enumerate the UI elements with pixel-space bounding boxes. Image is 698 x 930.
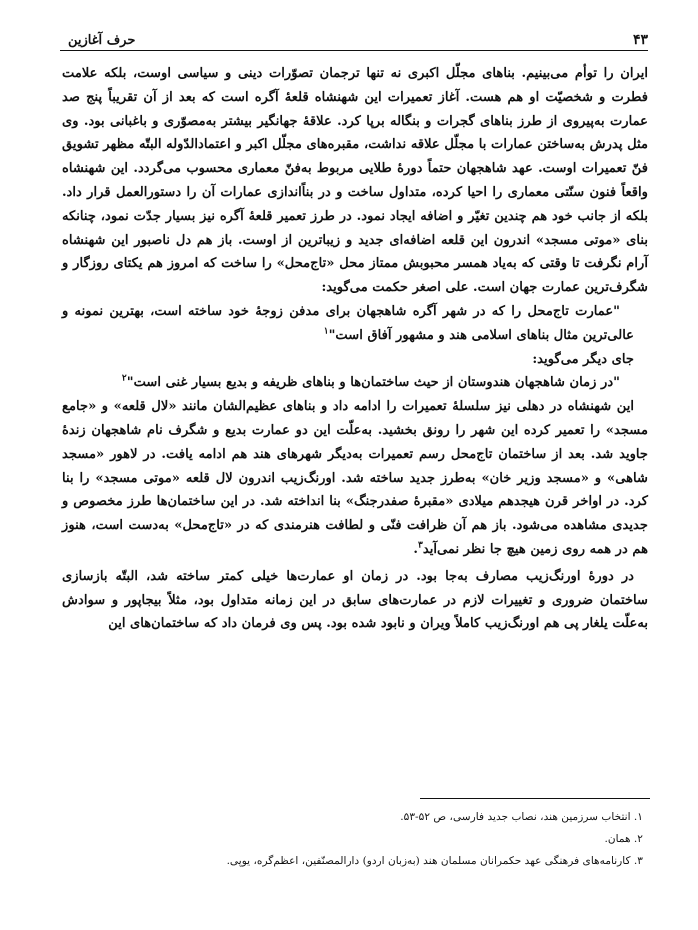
paragraph-text: این شهنشاه در دهلی نیز سلسلهٔ تعمیرات را ادامه داد و بناهای عظیم‌الشان مانند «لال قلعه» و «جامع مسجد» را تعمیر کرده این شهر را رونق بخشید. به‌علّت این دو عمارت بدیع و شگرف نام شاهجهان زندهٔ جاوید شد. بعد از ساختمان تاج‌محل رسم تعمیرات به‌دیگر شهرهای هند هم ادامه یافت. در لاهور «مسجد شاهی» و «مسجد وزیر خان» به‌طرز جدید ساخته شد. اورنگ‌زیب اندرون لال قلعه «موتی مسجد» را بنا کرد. در اواخر قرن هیجدهم میلادی «مقبرهٔ صفدرجنگ» بنا انداخته شد. در این ساختمان‌ها طرز مخصوص و جدیدی مشاهده می‌شود. باز هم آن ظرافت فنّی و لطافت هنرمندی که در «تاج‌محل» به‌دست است، هنوز هم در همه روی زمین هیچ جا نظر نمی‌آید bbox=[62, 399, 648, 557]
block-quote bbox=[62, 371, 648, 395]
footnote-rule bbox=[420, 798, 650, 799]
footnote: ۳. کارنامه‌های فرهنگی عهد حکمرانان مسلمان هند (به‌زبان اردو) دارالمصنّفین، اعظم‌گره، یوپی. bbox=[226, 855, 643, 867]
paragraph bbox=[62, 348, 648, 372]
paragraph bbox=[62, 565, 648, 636]
footnote: ۲. همان. bbox=[604, 833, 643, 845]
quote-text: "عمارت تاج‌محل را که در شهر آگره شاهجهان برای مدفن زوجهٔ خود ساخته است، بهترین نمونه و عالی‌ترین مثال بناهای اسلامی هند و مشهور آفاق است" bbox=[62, 303, 634, 343]
running-header bbox=[68, 22, 648, 48]
main-text bbox=[62, 62, 648, 636]
footnote-ref: ۳ bbox=[417, 540, 423, 551]
paragraph bbox=[62, 62, 648, 300]
paragraph: این شهنشاه در دهلی نیز سلسلهٔ تعمیرات را ادامه داد و بناهای عظیم‌الشان مانند «لال قلعه» و «جامع مسجد» را تعمیر کرده این شهر را رونق بخشید. به‌علّت این دو عمارت بدیع و شگرف نام شاهجهان زندهٔ جاوید شد. بعد از ساختمان تاج‌محل رسم تعمیرات به‌دیگر شهرهای هند هم ادامه یافت. در لاهور «مسجد شاهی» و «مسجد وزیر خان» به‌طرز جدید ساخته شد. اورنگ‌زیب اندرون لال قلعه «موتی مسجد» را بنا کرد. در اواخر قرن هیجدهم میلادی «مقبرهٔ صفدرجنگ» بنا انداخته شد. در این ساختمان‌ها طرز مخصوص و جدیدی مشاهده می‌شود. باز هم آن ظرافت فنّی و لطافت هنرمندی که در «تاج‌محل» به‌دست است، هنوز هم در همه روی زمین هیچ جا نظر نمی‌آید$^۳$. bbox=[62, 399, 648, 557]
block-quote bbox=[62, 300, 648, 348]
header-rule bbox=[60, 50, 648, 51]
footnote-ref: ۱ bbox=[323, 326, 329, 337]
footnote: ۱. انتخاب سرزمین هند، نصاب جدید فارسی، ص ۵۲-۵۳. bbox=[400, 811, 643, 823]
paragraph-text: ایران را توأم می‌بینیم. بناهای مجلّل اکبری نه تنها ترجمان تصوّرات دینی و سیاسی اوست، بلکه علامت فطرت و شخصیّت او هم هست. آغاز تعمیرات این شهنشاه قلعهٔ آگره است که بعد از آن تقریباً پنج صد عمارت به‌پیروی از طرز بناهای گجرات و بنگاله برپا کرد. علاقهٔ جهانگیر بیشتر به‌مصوّری و باغبانی بود. وی مثل پدرش به‌ساختن عمارات با مجلّل علاقه نداشت، مقبره‌های مجلّل اکبر و اعتمادالدّوله البتّه مظهر تشویق فنّ تعمیرات اوست. عهد شاهجهان حتماً دورهٔ طلایی مربوط به‌فنّ معماری محسوب می‌گردد. این شهنشاه واقعاً فنون سنّتی معماری را احیا کرده، متداول ساخت و در بناًاندازی عمارات آن را دستورالعمل قرار داد. بلکه از جانب خود هم چندین تغیّر و اضافه ایجاد نمود. در طرز تعمیر قلعهٔ آگره نیز بسیار جدّت نمود، چنانکه بنای «موتی مسجد» اندرون این قلعه اضافه‌ای جدید و زیباترین از اوست. باز هم دل ناصبور این شهنشاه آرام نگرفت تا وقتی که به‌یاد همسر محبوبش ممتاز محل «تاج‌محل» را ساخت که امروز هم یکتای روزگار و شگرف‌ترین عمارت جهان است. علی اصغر حکمت می‌گوید: bbox=[62, 66, 648, 296]
paragraph-text: جای دیگر می‌گوید: bbox=[532, 351, 634, 367]
footnotes bbox=[80, 806, 643, 872]
footnote-ref: ۲ bbox=[121, 374, 127, 384]
running-title: حرف آغازین bbox=[68, 33, 136, 48]
quote-text: "در زمان شاهجهان هندوستان از حیث ساختمان‌ها و بناهای ظریفه و بدیع بسیار غنی است" bbox=[126, 375, 620, 391]
page-number: ۴۳ bbox=[632, 32, 648, 48]
paragraph-text: در دورهٔ اورنگ‌زیب مصارف به‌جا بود. در زمان او عمارت‌ها خیلی کمتر ساخته شد، البتّه بازسازی ساختمان ضروری و تغییرات لازم در عمارت‌های سابق در این زمانه متداول بود، مثلاً بیجاپور و سوادش به‌علّت یلغار پی هم اورنگ‌زیب کاملاً ویران و نابود شده بود. پس وی فرمان داد که ساختمان‌های این bbox=[62, 568, 648, 632]
